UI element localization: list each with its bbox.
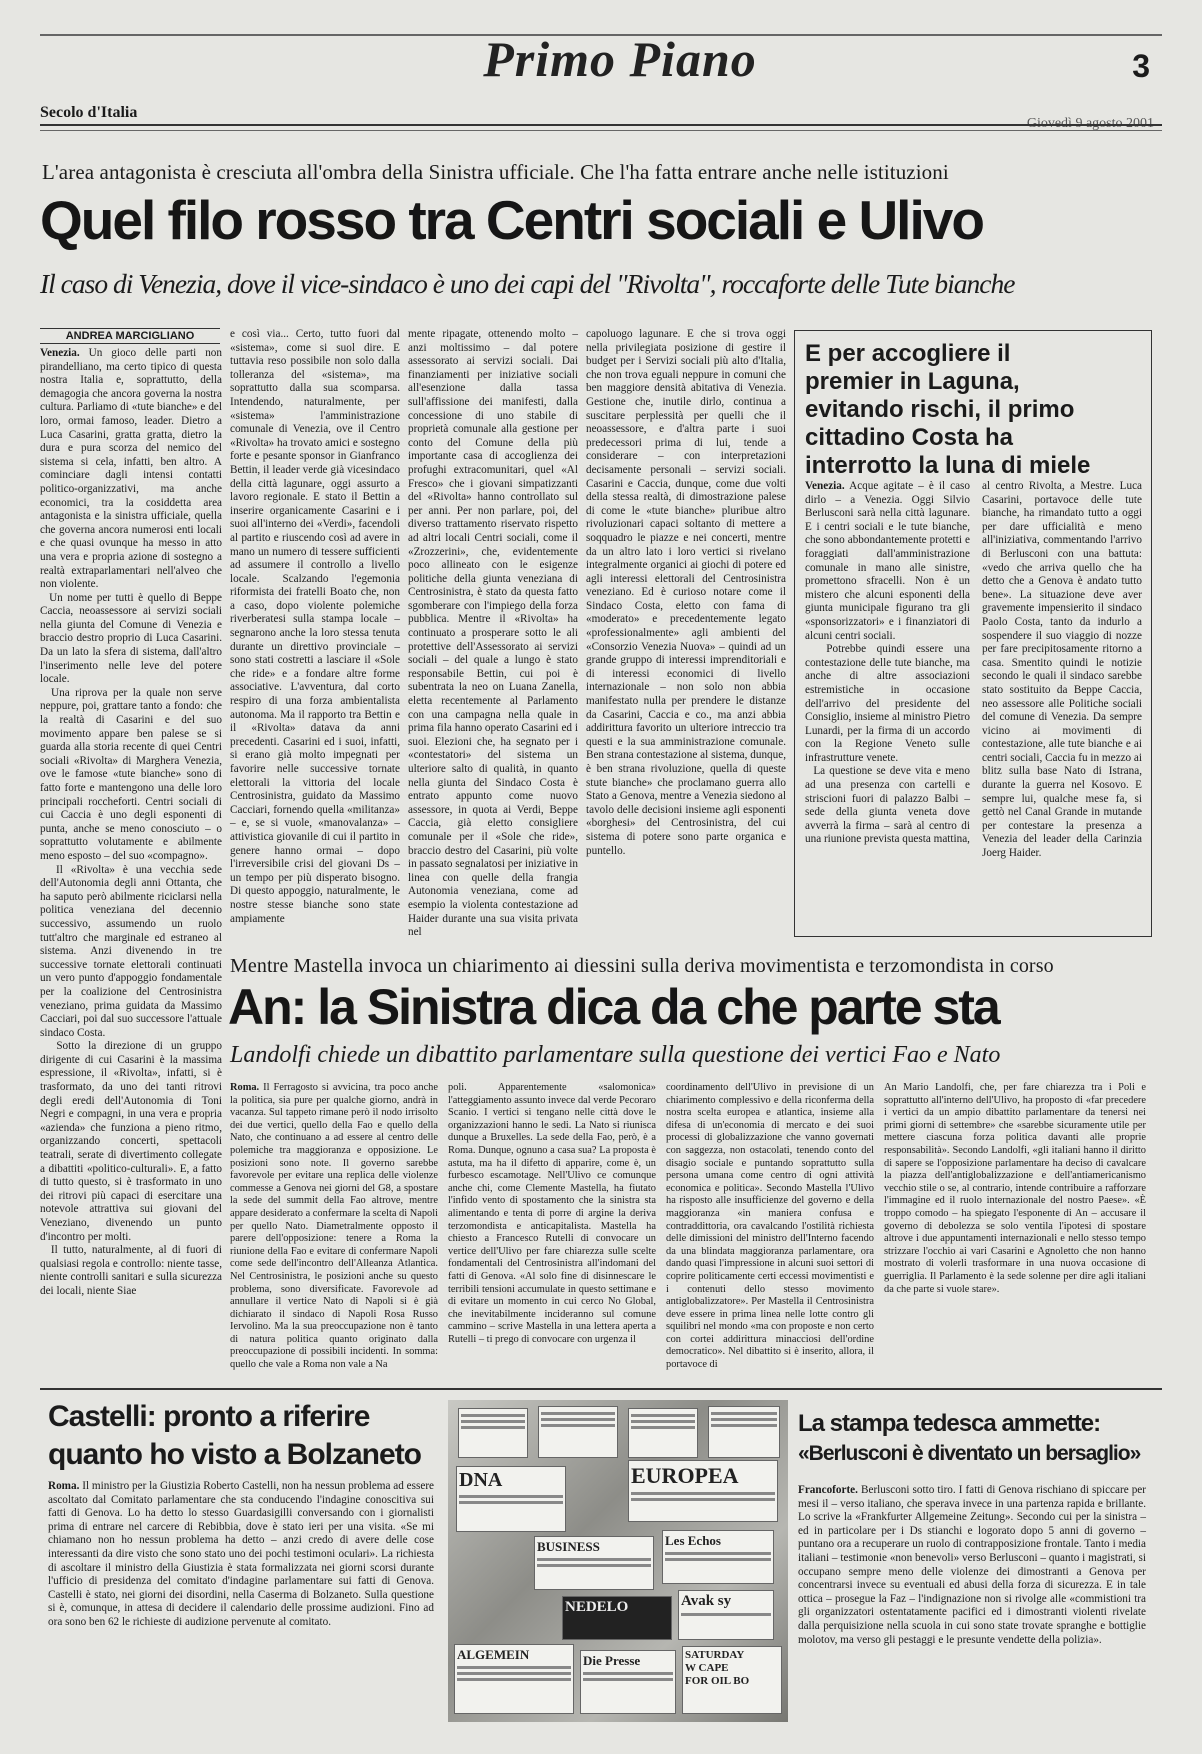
story3-headline: Castelli: pronto a riferire quanto ho visto a Bolzaneto — [48, 1400, 422, 1471]
story2-headline: An: la Sinistra dica da che parte sta — [228, 979, 999, 1035]
story4-headline-line2: «Berlusconi è diventato un bersaglio» — [798, 1442, 1141, 1465]
story1-kicker: L'area antagonista è cresciuta all'ombra della Sinistra ufficiale. Che l'ha fatta entrare anche nelle istituzioni — [42, 160, 949, 184]
story1-col3: mente ripagate, ottenendo molto – anzi moltissimo – dal potere assessorato ai servizi sociali. Dai finanziamenti per iniziative sociali all'esenzione dalla tassa sull'affissione dei manifesti, dalla concessione di uno stabile di proprietà comunale alla gestione per conto del Comune della più importante casa di accoglienza dei profughi extracomunitari, quel «Al Fresco» che i giovani simpatizzanti del «Rivolta» hanno controllato sul per anni. Per non parlare, poi, del diverso trattamento riservato rispetto ad altri locali Centri sociali, come il «Zrozzerini», che, evidentemente poco allineato con le esigenze politiche della giunta veneziana di Centrosinistra, è stato da questa fatto sgomberare con l'impiego della forza pubblica. Mentre il «Rivolta» ha continuato a prosperare sotto le ali protettive dell'Assessorato ai servizi sociali – del quale a lungo è stato responsabile Bettin, cui poi è subentrata la neo on Luana Zanella, eletta recentemente al Parlamento con una campagna nella quale in prima fila hanno operato Casarini ed i suoi. Elezioni che, ha segnato per i «contestatori» del sistema un ulteriore salto di qualità, in quanto nella giunta del Sindaco Costa è entrato appunto come nuovo assessore, in quota ai Verdi, Beppe Caccia, già eletto consigliere comunale per il «Sole che ride», braccio destro del Casarini, più volte in passato segnalatosi per iniziative in linea con quelle della frangia Autonomia veneziana, come ad esempio la violenta contestazione ad Haider durante una sua visita privata nel — [408, 328, 578, 939]
paper-thumb-europea: EUROPEA — [628, 1460, 778, 1522]
story2-col1-text: Il Ferragosto si avvicina, tra poco anche la politica, sia pure per qualche giorno, andrà in vacanza. Sul tappeto rimane però il nodo irrisolto dei due vertici, quello della Fao e quello della Nato, che continuano a ad essere al centro delle polemiche tra maggioranza e opposizione. Le posizioni sono note. Il governo sarebbe favorevole per evitare una replica delle violenze commesse a Genova nei giorni del G8, a spostare la sede del summit della Fao altrove, mentre appare desiderato a confermare la scelta di Napoli per quello Nato. Diametralmente opposto il parere dell'opposizione: tenere a Roma la riunione della Fao e evitare di confermare Napoli come sede dell'incontro dell'Alleanza Atlantica. Nel Centrosinistra, le posizioni anche su questo problema, sono diversificate. Favorevole ad annullare il vertice Nato di Napoli si è già dichiarato il sindaco di Napoli Rosa Russo Iervolino. Ma la sua preoccupazione non è tanto di natura politica quanto originato dalla preoccupazione di possibili incidenti. In somma: quello che vale a Roma non vale a Na — [230, 1082, 438, 1371]
story1-col1-text: Un gioco delle parti non pirandelliano, ma certo tipico di questa nostra Italia e, soprattutto, della demagogia che ancora governa la nostra cultura. Parliamo di «tute bianche» e del loro, ormai famoso, leader. Dietro a Luca Casarini, gratta gratta, dietro la dura e pura scorza del nemico del sistema si cela, infatti, ben altro. A cominciare dagli intensi contatti politico-organizzativi, ma anche economici, tra la cosiddetta area antagonista e la sinistra ufficiale, quella che governa ancora numerosi enti locali e che quasi ovunque ha messo in atto una vera e propria azione di sostegno a realtà extraparlamentari nell'alveo che non violente. Un nome per tutti è quello di Beppe Caccia, neoassessore ai servizi sociali nella giunta del Comune di Venezia e braccio destro proprio di Luca Casarini. Da un lato la sfera di sistema, dall'altro l'inserimento nelle leve del potere locale. Una riprova per la quale non serve neppure, poi, grattare tanto a fondo: che la realtà di Casarini e del suo movimento appare ben palese se si guarda alla storia recente di quei Centri sociali «Rivolta» di Marghera Venezia, ove le famose «tute bianche» sono di fatto forte e mantengono una delle loro principali roccheforti. Centri sociali di cui Caccia è uno degli esponenti di punta, anche se meno conosciuto – o soprattutto volutamente e abilmente meno esposto – del suo «compagno». Il «Rivolta» è una vecchia sede dell'Autonomia degli anni Ottanta, che ha saputo però abilmente riciclarsi nella politica veneziana del decennio successivo, assumendo un ruolo tutt'altro che marginale ed estraneo al sistema. Anzi divenendo in tre successive tornate elettorali continuati un vero punto d'appoggio fondamentale per la coalizione del Centrosinistra veneziano, prima guidata da Massimo Cacciari, poi dal suo successore l'attuale sindaco Costa. Sotto la direzione di un gruppo dirigente di cui Casarini è la massima espressione, il «Rivolta», infatti, si è trasformato, da uno dei tanti ritrovi degli eredi dell'Autonomia di Toni Negri e compagni, in una vera e propria «azienda» che funziona a pieno ritmo, organizzando concerti, spettacoli teatrali, serate di divertimento collegate a dibattiti «politico-culturali». E, a fatto di tutto questo, si è trasformato in uno dei ritrovi più capaci di esercitare una notevole attrattiva sui giovani del Veneziano, divenendo un punto d'incontro per molti. Il tutto, naturalmente, al di fuori di qualsiasi regola e controllo: niente tasse, niente controlli sanitari e sulla sicurezza dei locali, niente Siae — [40, 347, 222, 1297]
story4-body — [798, 1484, 1146, 1730]
paper-thumb-avak: Avak sy — [678, 1590, 774, 1640]
story4-text: Berlusconi sotto tiro. I fatti di Genova rischiano di spiccare per mesi il – verso italiano, che sperava invece in una partenza rapida e brillante. Lo scrive la «Frankfurter Allgemeine Zeitung». Secondo cui per la sinistra – ed in particolare per i Ds stianchi e logorato dopo 5 anni di governo – puntano ora a recuperare un ruolo di contrapposizione frontale. Tanto i media italiani – testimonie «non benevoli» verso Berlusconi – quanto i magistrati, si occupano sempre meno delle violenze dei dimostranti a Genova per concentrarsi invece su eventuali ed abusi della forza di sicurezza. E in tale ottica – prosegue la Faz – l'indignazione non si rivolge alle «commistioni tra gli organizzatori ostentatamente pacifici ed i dimostranti violenti rivelate dalla perquisizione nella scuola in cui sono state trovate spranghe e bottiglie molotov, ma verso gli pestaggi e le presunte vendette della polizia». — [798, 1484, 1147, 1646]
paper-thumb — [708, 1406, 780, 1458]
masthead-rule-thin — [40, 130, 1162, 131]
story4-headline-line1: La stampa tedesca ammette: — [798, 1410, 1101, 1437]
page-number: 3 — [1132, 48, 1150, 84]
story2-col3: coordinamento dell'Ulivo in previsione di un chiarimento complessivo e della riconferma della nostra scelta europea e atlantica, insieme alla difesa di un'economia di mercato e dei suoi processi di globalizzazione che vanno governati con saggezza, non ostacolati, tenendo conto del disagio sociale e puntando soprattutto sulla persona umana come centro di ogni attività economica e politica». Secondo Mastella l'Ulivo ha risposto alle insufficienze del governo e della maggioranza «in maniera confusa e contraddittoria, ora cavalcando l'ostilità richiesta delle dimissioni del ministro dell'Interno facendo da una blindata maggioranza parlamentare, ora dando quasi l'impressione in alcuni suoi settori di coprire politicamente certi eccessi movimentisti e i contenuti dello stesso movimento antiglobalizzatore». Per Mastella il Centrosinistra deve essere in prima linea nelle lotte contro gli squilibri nel mondo «ma con proposte e non certo con cortei addirittura minacciosi dell'ordine democratico». Nel dibattito si è inserito, allora, il portavoce di — [666, 1082, 874, 1371]
story3-body — [48, 1480, 434, 1730]
story2-kicker: Mentre Mastella invoca un chiarimento ai diessini sulla deriva movimentista e terzomondista in corso — [230, 955, 1054, 977]
story2-subheadline: Landolfi chiede un dibattito parlamentare sulla questione dei vertici Fao e Nato — [230, 1042, 1001, 1068]
masthead-rule — [40, 124, 1162, 126]
paper-thumb-dna: DNA — [456, 1466, 566, 1532]
story2-dateline: Roma. — [230, 1082, 260, 1093]
paper-thumb — [458, 1408, 528, 1458]
story1-col4: capoluogo lagunare. E che si trova oggi nella privilegiata posizione di gestire il budget per i Servizi sociali più alto d'Italia, che non trova eguali neppure in comuni che ben maggiore densità abitativa di Venezia. Gestione che, inutile dirlo, continua a suscitare perplessità per quelli che il neoassessore, e d'altra parte i suoi predecessori prima di lui, tende a considerare – con interpretazioni decisamente personali – servizi sociali. Casarini e Caccia, dunque, come due volti della stessa realtà, di dimostrazione palese di come le «tute bianche» pluribue altro rivoluzionari capaci soltanto di mettere a soqquadro le piazze e nei concerti, mentre da un altro lato i loro vertici si rivelano integralmente organici ai giochi di potere ed agli interessi elettorali del Centrosinistra veneziano. Ed è curioso notare come il Sindaco Costa, eletto con fama di «moderato» e precedentemente legato «professionalmente» agli ambienti del «Consorzio Venezia Nuova» – quindi ad un grande gruppo di interessi imprenditoriali e di interessi economici di livello internazionale – non solo non abbia manifestato nulla per prendere le distanze da Casarini, Caccia e co., ma anzi abbia addirittura favorito un ulteriore intreccio tra questi e la sua amministrazione comunale. Ben strana contestazione al sistema, dunque, è ben strana rivoluzione, quella di queste stute bianche» che proclamano guerra allo Stato a Genova, mentre a Venezia siedono al tavolo delle decisioni insieme agli esponenti «borghesi» del Centrosinistra, del cui sistema di potere sono parte organica e puntello. — [586, 328, 786, 857]
paper-thumb-business: BUSINESS — [534, 1536, 654, 1590]
story1-dateline: Venezia. — [40, 347, 80, 359]
paper-name: Secolo d'Italia — [40, 104, 138, 121]
sidebar-col1-text: Acque agitate – è il caso dirlo – a Venezia. Oggi Silvio Berlusconi sarà nella città lagunare. E i centri sociali e le tute bianche, che sono abbondantemente protetti e foraggiati dall'amministrazione comunale in mano alle sinistre, promettono sfracelli. Non è un mistero che alcuni esponenti della giunta municipale figurano tra gli «sponsorizzatori» e i finanziatori di alcuni centri sociali. Potrebbe quindi essere una contestazione delle tute bianche, ma anche di altre associazioni estremistiche in occasione dell'arrivo del presidente del Consiglio, insieme al ministro Pietro Lunardi, per la firma di un accordo con la Regione Veneto sulle infrastrutture venete. La questione se deve vita e meno ad una presenza con cartelli e striscioni fuori di palazzo Balbi – sede della giunta veneta dove avverrà la firma – sarà al centro di una riunione prevista questa mattina, — [805, 480, 970, 846]
paper-thumb-nedelo: NEDELO — [562, 1596, 672, 1640]
sidebar-title: E per accogliere il premier in Laguna, evitando rischi, il primo cittadino Costa ha interrotto la luna di miele — [805, 340, 1091, 479]
sidebar-col1 — [805, 480, 970, 930]
newspaper-stand-photo — [448, 1400, 788, 1722]
story1-byline: ANDREA MARCIGLIANO — [40, 328, 220, 344]
story3-dateline: Roma. — [48, 1480, 80, 1492]
paper-thumb — [628, 1408, 698, 1458]
story1-col2: e così via... Certo, tutto fuori dal «sistema», come si suol dire. E tuttavia reso possibile non solo dalla tolleranza del «sistema», ma soprattutto dalla sua scomparsa. Intendendo, naturalmente, per «sistema» l'amministrazione comunale di Venezia, ove il Centro «Rivolta» ha trovato amici e sostegno forte e pesante sponsor in Gianfranco Bettin, il leader verde già vicesindaco della città lagunare, oggi assurto a lavoro regionale. E stato il Bettin a inserire organicamente Casarini e i suoi all'interno dei «Verdi», facendoli al partito e riuscendo così ad avere in mano un numero di tessere sufficienti ad assumere il controllo a livello locale. Scalzando l'egemonia riformista dei fratelli Boato che, non a caso, dopo violente polemiche riverberatesi sulla stampa locale – segnarono anche la loro stessa tenuta durante un direttivo provinciale – sono stati costretti a lasciare il «Sole che ride» e a fondare altre forme associative. L'avventura, dal corto respiro di una forza ambientalista autonoma. Ma il rapporto tra Bettin e il «Rivolta» datava da anni precedenti. Casarini ed i suoi, infatti, si erano già molto impegnati per favorire nelle successive tornate elettorali la vittoria del locale Centrosinistra, guidato da Massimo Cacciari, fornendo quella «militanza» – e, se si vuole, «manovalanza» – attivistica giovanile di cui il partito in genere hanno ormai – dopo l'irreversibile crisi del giovani Ds – un tempo per più disperato bisogno. Di questo appoggio, naturalmente, le nostre stesse bianche sono state ampiamente — [230, 328, 400, 925]
paper-thumb-algemeiner: ALGEMEIN — [454, 1644, 574, 1714]
story1-headline: Quel filo rosso tra Centri sociali e Ulivo — [40, 189, 983, 251]
story1-col1 — [40, 347, 222, 1357]
sidebar-dateline: Venezia. — [805, 480, 845, 492]
story1-subheadline: Il caso di Venezia, dove il vice-sindaco è uno dei capi del "Rivolta", roccaforte delle Tute bianche — [40, 268, 1015, 299]
paper-thumb-echos: Les Echos — [662, 1530, 774, 1584]
story3-text: Il ministro per la Giustizia Roberto Castelli, non ha nessun problema ad essere ascoltato dal Comitato parlamentare che sta conducendo l'indagine conoscitiva sui fatti di Genova. Lo ha detto lo stesso Guardasigilli conversando con i giornalisti prima di entrare nel carcere di Rebibbia, dove è stato ieri per una visita. «Se mi chiamano non ho nessun problema ha detto – anzi credo di avere delle cose interessanti da dire visto che sono stato uno dei pochi testimoni oculari». La richiesta di ascoltare il ministro della Giustizia è stata formalizzata nei giorni scorsi durante l'ufficio di presidenza del comitato d'indagine parlamentare sui fatti di Genova. Castelli è stato, nei giorni dei disordini, nella Caserma di Bolzaneto. Sulla questione si è, comunque, in attesa di decidere il calendario delle prossime audizioni. Fino ad ora sono ben 62 le richieste di audizione pervenute al comitato. — [48, 1480, 435, 1628]
story2-col4: An Mario Landolfi, che, per fare chiarezza tra i Poli e soprattutto all'interno dell'Ulivo, ha proposto di «far precedere i vertici da un ampio dibattito parlamentare da tenersi nei primi giorni di settembre» che «sarebbe sicuramente utile per mettere ciascuna forza politica davanti alle proprie responsabilità». Secondo Landolfi, «gli italiani hanno il diritto di sapere se l'opposizione parlamentare ha deciso di cavalcare la piazza dell'antiglobalizzazione e dell'antiamericanismo vecchio stile o se, al contrario, intende contribuire a rafforzare l'immagine ed il ruolo internazionale del nostro Paese». «È troppo comodo – ha spiegato l'esponente di An – accusare il governo di debolezza se solo ventila l'ipotesi di spostare altrove i due appuntamenti internazionali e nello stesso tempo strizzare l'occhio ai vari Casarini e Agnoletto che non hanno mostrato di volerli trasformare in una nuova occasione di guerriglia. Il Parlamento è la sede solenne per dire agli italiani da che parte si vuole stare». — [884, 1082, 1146, 1295]
story2-col1 — [230, 1082, 438, 1382]
paper-thumb-die-presse: Die Presse — [580, 1650, 676, 1714]
section-title: Primo Piano — [483, 31, 757, 87]
story4-dateline: Francoforte. — [798, 1484, 858, 1496]
paper-thumb — [538, 1406, 618, 1458]
sidebar-col2: al centro Rivolta, a Mestre. Luca Casarini, portavoce delle tute bianche, ha rimandato tutto a oggi per dare ufficialità e meno all'iniziativa, commentando l'arrivo di Berlusconi con una battuta: «vedo che arriva quello che ha detto che a Genova è andato tutto bene». La situazione deve aver gravemente impensierito il sindaco Paolo Costa, tanto da indurlo a sospendere il suo viaggio di nozze per fare precipitosamente ritorno a casa. Smentito quindi le notizie secondo le quali il sindaco sarebbe stato sostituito da Beppe Caccia, neo assessore alle Politiche sociali del comune di Venezia. Da sempre vicino ai movimenti di contestazione, alle tute bianche e ai centri sociali, Caccia fu in mezzo ai blitz sulla base Nato di Istrana, durante la guerra nel Kosovo. E sempre lui, qualche mese fa, si gettò nel Canal Grande in mutande per contestare la presenza a Venezia del leader della Carinzia Joerg Haider. — [982, 480, 1142, 860]
story2-col2: poli. Apparentemente «salomonica» l'atteggiamento assunto invece dal verde Pecoraro Scanio. I vertici si tengano nelle città dove le organizzazioni hanno le sedi. La Nato si riunisca dunque a Bruxelles. La sede della Fao, però, è a Roma. Dunque, ognuno a casa sua? La proposta è astuta, ma ha il difetto di apparire, come è, un furbesco escamotage. Nell'Ulivo ce comunque anche chi, come Clemente Mastella, ha fiutato l'infido vento di spostamento che la sinistra sta alimentando e tenta di porre di argine la deriva terzomondista e anticapitalista. Mastella ha chiesto a Francesco Rutelli di convocare un vertice dell'Ulivo per fare chiarezza sulle scelte fondamentali del Centrosinistra all'indomani del fatti di Genova. «Al solo fine di disinnescare le terribili tensioni accumulate in questo settimane e di evitare un momento in cui cerco No Global, che inevitabilmente incideranno sul comune cammino – scrive Mastella in una lettera aperta a Rutelli – ti prego di convocare con urgenza il — [448, 1082, 656, 1345]
bottom-section-rule — [40, 1388, 1162, 1390]
paper-thumb-saturday: SATURDAY W CAPE FOR OIL BO — [682, 1646, 782, 1714]
